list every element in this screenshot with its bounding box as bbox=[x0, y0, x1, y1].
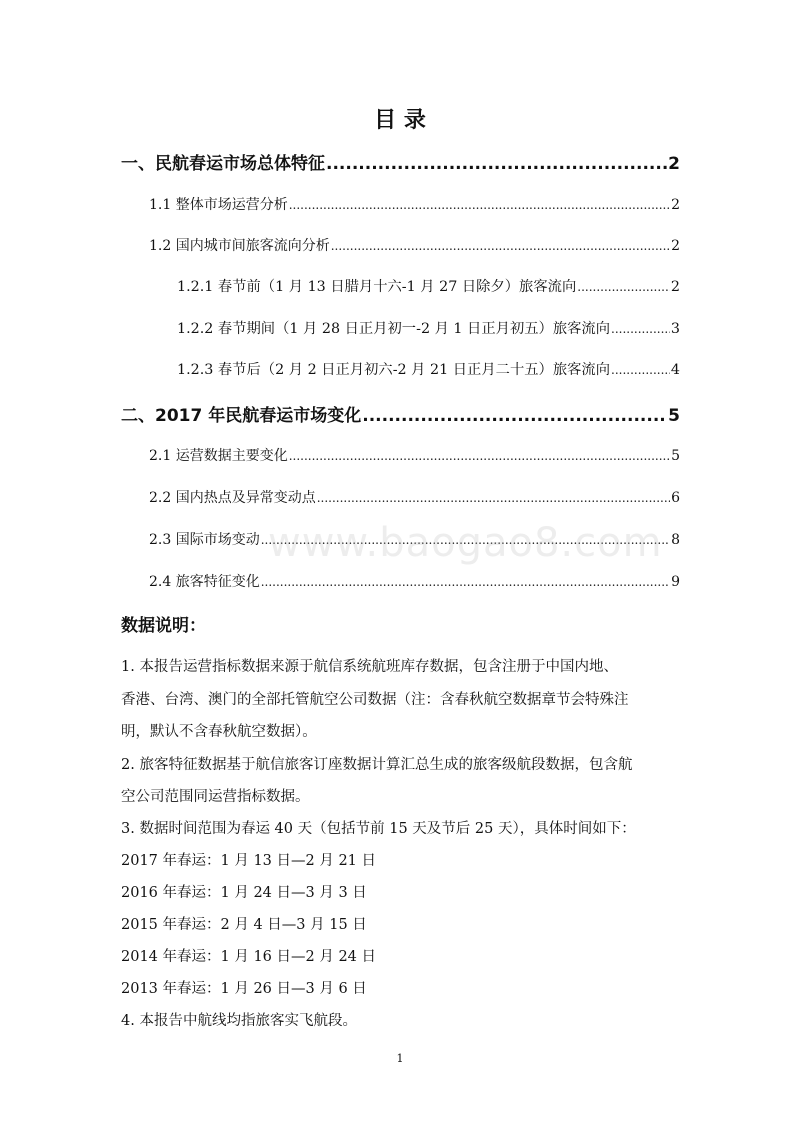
data-note-line: 2016 年春运：1 月 24 日—3 月 3 日 bbox=[121, 885, 367, 901]
toc-entry-label: 1.2.2 春节期间（1 月 28 日正月初一-2 月 1 日正月初五）旅客流向 bbox=[177, 321, 611, 337]
data-note-line: 2. 旅客特征数据基于航信旅客订座数据计算汇总生成的旅客级航段数据，包含航 bbox=[121, 757, 633, 773]
toc-entry-1-2-2[interactable] bbox=[177, 318, 680, 338]
toc-entry-label: 2.2 国内热点及异常变动点 bbox=[149, 490, 316, 506]
toc-entry-label: 1.2.1 春节前（1 月 13 日腊月十六-1 月 27 日除夕）旅客流向 bbox=[177, 279, 577, 295]
toc-page-number: 5 bbox=[671, 448, 680, 464]
toc-entry-label: 一、民航春运市场总体特征 bbox=[121, 154, 325, 174]
data-note-line: 4. 本报告中航线均指旅客实飞航段。 bbox=[121, 1013, 357, 1029]
toc-page-number: 3 bbox=[670, 321, 680, 337]
toc-page-number: 4 bbox=[670, 362, 680, 378]
toc-page-number: 2 bbox=[670, 279, 680, 295]
toc-page-number: 2 bbox=[671, 197, 680, 213]
toc-entry-2-2[interactable] bbox=[149, 487, 680, 507]
toc-leader-dots bbox=[261, 575, 670, 589]
toc-entry-label: 2.3 国际市场变动 bbox=[149, 532, 260, 548]
data-note-line: 1. 本报告运营指标数据来源于航信系统航班库存数据，包含注册于中国内地、 bbox=[121, 659, 618, 675]
data-note-line: 香港、台湾、澳门的全部托管航空公司数据（注：含春秋航空数据章节会特殊注 bbox=[121, 692, 629, 708]
toc-page-number: 5 bbox=[668, 406, 680, 426]
watermark-text: www.baogao8.com bbox=[268, 520, 663, 566]
page-title: 目 录 bbox=[374, 108, 426, 133]
data-note-line: 2017 年春运：1 月 13 日—2 月 21 日 bbox=[121, 853, 377, 869]
toc-leader-dots bbox=[577, 280, 670, 294]
toc-leader-dots bbox=[326, 154, 667, 174]
toc-leader-dots bbox=[289, 198, 670, 212]
toc-page-number: 9 bbox=[671, 574, 680, 590]
toc-entry-1-2[interactable] bbox=[149, 235, 680, 255]
toc-leader-dots bbox=[362, 406, 667, 426]
data-note-line: 3. 数据时间范围为春运 40 天（包括节前 15 天及节后 25 天），具体时间如下： bbox=[121, 821, 636, 837]
toc-entry-1-2-1[interactable] bbox=[177, 276, 680, 296]
data-note-line: 2015 年春运：2 月 4 日—3 月 15 日 bbox=[121, 917, 367, 933]
toc-page-number: 6 bbox=[671, 490, 680, 506]
toc-leader-dots bbox=[611, 322, 670, 336]
toc-entry-1-2-3[interactable] bbox=[177, 359, 680, 379]
toc-page-number: 8 bbox=[671, 532, 680, 548]
data-note-line: 2014 年春运：1 月 16 日—2 月 24 日 bbox=[121, 949, 377, 965]
toc-entry-chapter-1[interactable] bbox=[121, 149, 680, 174]
toc-page-number: 2 bbox=[668, 154, 680, 174]
data-note-line: 空公司范围同运营指标数据。 bbox=[121, 789, 310, 805]
toc-entry-label: 二、2017 年民航春运市场变化 bbox=[121, 406, 362, 426]
toc-leader-dots bbox=[317, 491, 670, 505]
toc-entry-chapter-2[interactable] bbox=[121, 401, 680, 426]
toc-leader-dots bbox=[289, 449, 670, 463]
data-note-line: 明，默认不含春秋航空数据）。 bbox=[121, 724, 317, 740]
toc-entry-label: 1.1 整体市场运营分析 bbox=[149, 197, 288, 213]
toc-entry-label: 1.2 国内城市间旅客流向分析 bbox=[149, 238, 330, 254]
toc-entry-label: 1.2.3 春节后（2 月 2 日正月初六-2 月 21 日正月二十五）旅客流向 bbox=[177, 362, 611, 378]
toc-entry-1-1[interactable] bbox=[149, 194, 680, 214]
toc-entry-label: 2.4 旅客特征变化 bbox=[149, 574, 260, 590]
toc-page-number: 2 bbox=[671, 238, 680, 254]
data-note-line: 2013 年春运：1 月 26 日—3 月 6 日 bbox=[121, 981, 367, 997]
data-notes-heading: 数据说明： bbox=[121, 616, 206, 636]
page-number-footer: 1 bbox=[396, 1052, 404, 1065]
toc-entry-2-4[interactable] bbox=[149, 571, 680, 591]
toc-entry-2-1[interactable] bbox=[149, 445, 680, 465]
toc-leader-dots bbox=[331, 239, 670, 253]
toc-entry-label: 2.1 运营数据主要变化 bbox=[149, 448, 288, 464]
toc-leader-dots bbox=[611, 363, 670, 377]
